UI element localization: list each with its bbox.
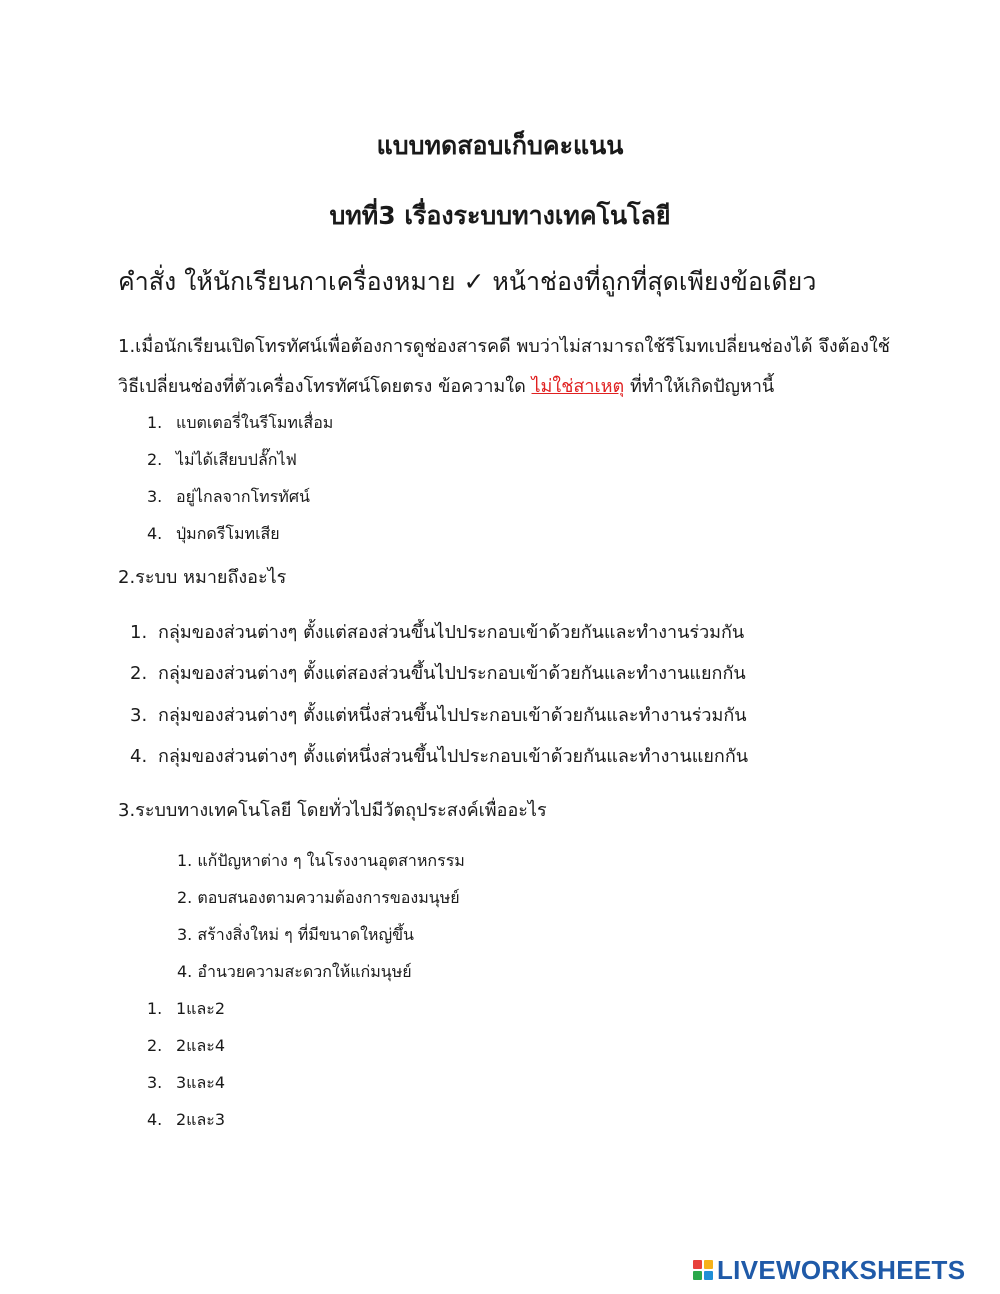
q3-statement: 1. แก้ปัญหาต่าง ๆ ในโรงงานอุตสาหกรรม	[177, 851, 465, 870]
option-text: กลุ่มของส่วนต่างๆ ตั้งแต่สองส่วนขึ้นไปประกอบเข้าด้วยกันและทำงานแยกกัน	[158, 663, 746, 684]
option-number: 3.	[147, 1073, 163, 1092]
q1-option[interactable]	[147, 522, 280, 547]
instruction-text: คำสั่ง ให้นักเรียนกาเครื่องหมาย ✓ หน้าช่องที่ถูกที่สุดเพียงข้อเดียว	[118, 267, 817, 296]
q3-option[interactable]	[147, 1071, 225, 1096]
option-text: อยู่ไกลจากโทรทัศน์	[176, 487, 310, 506]
question-1-line-1: 1.เมื่อนักเรียนเปิดโทรทัศน์เพื่อต้องการดูช่องสารคดี พบว่าไม่สามารถใช้รีโมทเปลี่ยนช่องได้ จึงต้องใช้	[118, 336, 890, 357]
option-text: แบตเตอรี่ในรีโมทเสื่อม	[176, 413, 334, 432]
option-text: 2และ3	[176, 1110, 226, 1129]
option-text: กลุ่มของส่วนต่างๆ ตั้งแต่สองส่วนขึ้นไปประกอบเข้าด้วยกันและทำงานร่วมกัน	[158, 622, 745, 643]
question-3-text: 3.ระบบทางเทคโนโลยี โดยทั่วไปมีวัตถุประสงค์เพื่ออะไร	[118, 800, 547, 821]
option-number: 2.	[130, 663, 148, 684]
q1-option[interactable]	[147, 411, 333, 436]
option-number: 3.	[130, 705, 148, 726]
option-number: 2.	[147, 450, 163, 469]
q3-statement: 4. อำนวยความสะดวกให้แก่มนุษย์	[177, 962, 412, 981]
option-text: กลุ่มของส่วนต่างๆ ตั้งแต่หนึ่งส่วนขึ้นไปประกอบเข้าด้วยกันและทำงานร่วมกัน	[158, 705, 747, 726]
q1-option[interactable]	[147, 448, 297, 473]
option-text: 1และ2	[176, 999, 226, 1018]
option-number: 4.	[147, 1110, 163, 1129]
option-number: 4.	[147, 524, 163, 543]
option-text: 2และ4	[176, 1036, 226, 1055]
q3-option[interactable]	[147, 1108, 225, 1133]
not-cause-highlight: ไม่ใช่สาเหตุ	[531, 376, 625, 397]
liveworksheets-logo	[693, 1255, 965, 1285]
question-2-text: 2.ระบบ หมายถึงอะไร	[118, 567, 287, 588]
q1-option[interactable]	[147, 485, 310, 510]
q2-option[interactable]	[130, 658, 746, 687]
q2-option[interactable]	[130, 741, 748, 770]
option-text: ไม่ได้เสียบปลั๊กไฟ	[176, 450, 297, 469]
q3-option[interactable]	[147, 997, 225, 1022]
option-number: 1.	[130, 622, 148, 643]
option-number: 1.	[147, 413, 163, 432]
option-text: 3และ4	[176, 1073, 226, 1092]
question-1-line-2	[118, 371, 774, 400]
logo-block	[693, 1271, 702, 1280]
option-text: กลุ่มของส่วนต่างๆ ตั้งแต่หนึ่งส่วนขึ้นไปประกอบเข้าด้วยกันและทำงานแยกกัน	[158, 746, 749, 767]
logo-block	[704, 1260, 713, 1269]
option-number: 1.	[147, 999, 163, 1018]
q3-statement: 3. สร้างสิ่งใหม่ ๆ ที่มีขนาดใหญ่ขึ้น	[177, 925, 414, 944]
logo-block	[693, 1260, 702, 1269]
q3-statement: 2. ตอบสนองตามความต้องการของมนุษย์	[177, 888, 460, 907]
worksheet-title: แบบทดสอบเก็บคะแนน	[376, 131, 624, 160]
option-text: ปุ่มกดรีโมทเสีย	[176, 524, 280, 543]
option-number: 3.	[147, 487, 163, 506]
logo-text: LIVEWORKSHEETS	[717, 1254, 966, 1285]
option-number: 4.	[130, 746, 148, 767]
question-1-text: วิธีเปลี่ยนช่องที่ตัวเครื่องโทรทัศน์โดยตรง ข้อความใด	[118, 376, 532, 397]
question-1-tail: ที่ทำให้เกิดปัญหานี้	[624, 376, 775, 397]
q3-option[interactable]	[147, 1034, 225, 1059]
worksheet-subtitle: บทที่3 เรื่องระบบทางเทคโนโลยี	[329, 201, 671, 230]
logo-blocks-icon	[693, 1260, 713, 1280]
q2-option[interactable]	[130, 700, 747, 729]
q2-option[interactable]	[130, 617, 744, 646]
option-number: 2.	[147, 1036, 163, 1055]
logo-block	[704, 1271, 713, 1280]
